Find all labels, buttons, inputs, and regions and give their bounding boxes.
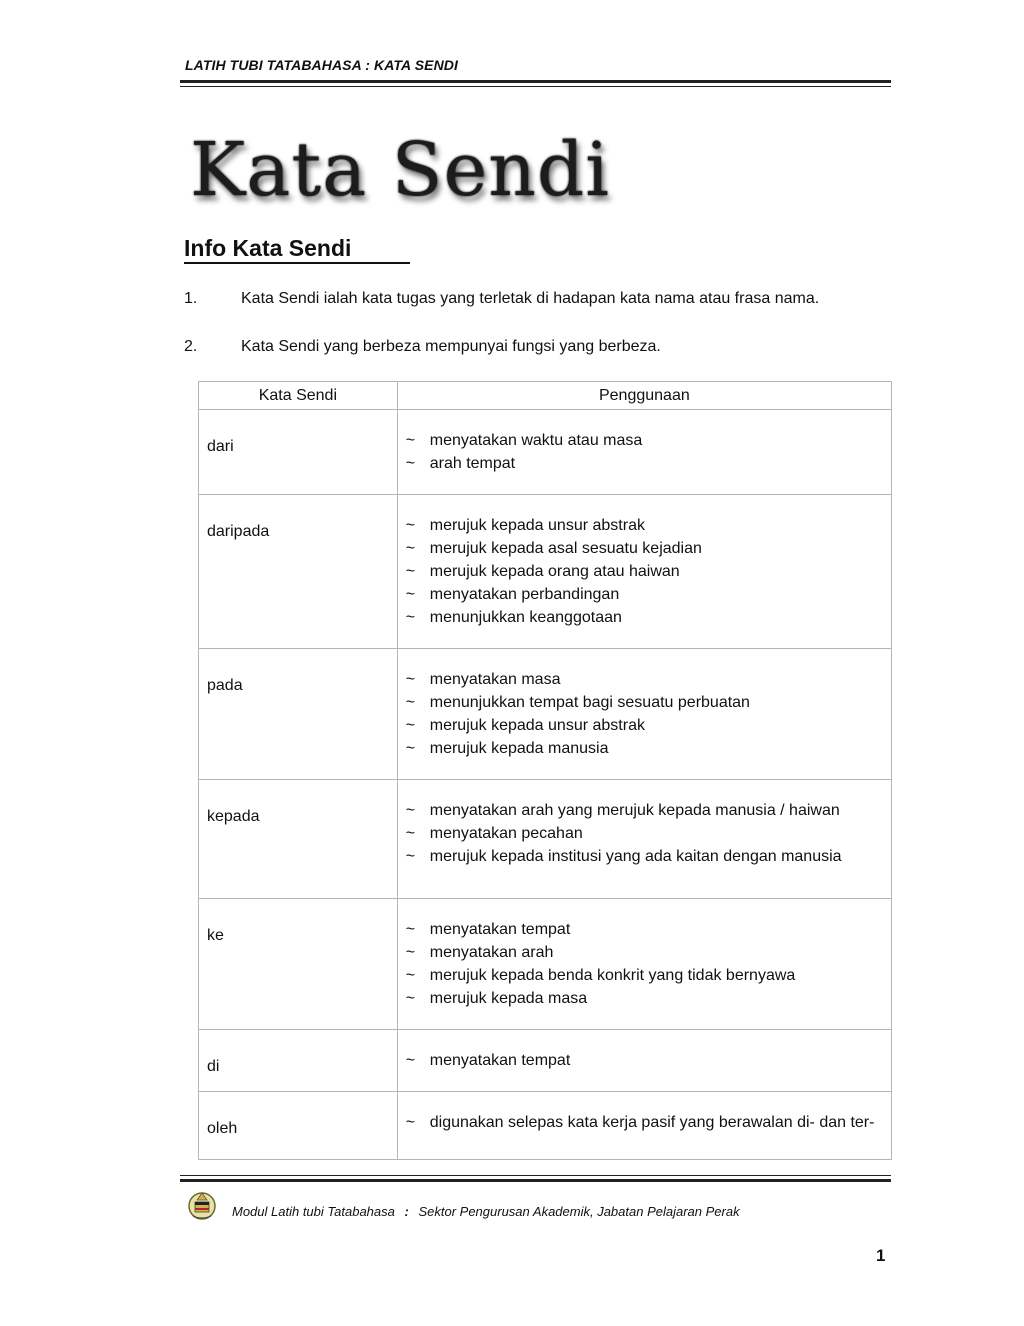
kata-sendi-cell <box>199 780 398 899</box>
penggunaan-cell <box>397 780 891 899</box>
usage-text: menunjukkan keanggotaan <box>429 609 622 626</box>
penggunaan-cell <box>397 899 891 1030</box>
column-header-kata-sendi: Kata Sendi <box>199 382 398 410</box>
usage-text: arah tempat <box>429 455 516 472</box>
usage-item <box>406 606 891 629</box>
table-header-row <box>199 382 892 410</box>
usage-text: digunakan selepas kata kerja pasif yang berawalan di- dan ter- <box>429 1114 875 1131</box>
tilde-bullet: ~ <box>405 1114 416 1131</box>
footer-rule-thick <box>180 1179 891 1182</box>
usage-item <box>406 691 891 714</box>
kata-sendi-word: kepada <box>207 808 260 825</box>
usage-text: merujuk kepada unsur abstrak <box>429 517 645 534</box>
table-row <box>199 1030 892 1092</box>
tilde-bullet: ~ <box>405 717 416 734</box>
tilde-bullet: ~ <box>405 944 416 961</box>
kata-sendi-cell <box>199 410 398 495</box>
tilde-bullet: ~ <box>405 848 416 865</box>
usage-item <box>406 1049 891 1072</box>
footer-department: Sektor Pengurusan Akademik, Jabatan Pelajaran Perak <box>418 1204 740 1219</box>
kata-sendi-table <box>198 381 892 1160</box>
usage-item <box>406 537 891 560</box>
kata-sendi-word: daripada <box>207 523 270 540</box>
tilde-bullet: ~ <box>405 825 416 842</box>
tilde-bullet: ~ <box>405 694 416 711</box>
paragraph-number: 2. <box>184 338 198 355</box>
penggunaan-cell <box>397 649 891 780</box>
usage-item <box>406 799 891 822</box>
usage-text: menyatakan arah <box>429 944 554 961</box>
kata-sendi-cell <box>199 495 398 649</box>
usage-text: merujuk kepada orang atau haiwan <box>429 563 680 580</box>
usage-text: menyatakan pecahan <box>429 825 583 842</box>
table-row <box>199 780 892 899</box>
paragraph-text: Kata Sendi yang berbeza mempunyai fungsi yang berbeza. <box>241 338 661 355</box>
usage-text: merujuk kepada benda konkrit yang tidak bernyawa <box>429 967 796 984</box>
usage-item <box>406 714 891 737</box>
tilde-bullet: ~ <box>405 609 416 626</box>
usage-item <box>406 560 891 583</box>
usage-text: menyatakan masa <box>429 671 561 688</box>
tilde-bullet: ~ <box>405 921 416 938</box>
footer-separator: : <box>404 1204 409 1219</box>
usage-item <box>406 845 891 868</box>
usage-item <box>406 918 891 941</box>
penggunaan-cell <box>397 1092 891 1160</box>
usage-text: merujuk kepada manusia <box>429 740 609 757</box>
usage-item <box>406 429 891 452</box>
table-row <box>199 649 892 780</box>
header-rule-thin <box>180 86 891 87</box>
usage-list <box>398 1030 891 1072</box>
usage-item <box>406 452 891 475</box>
tilde-bullet: ~ <box>405 802 416 819</box>
header-rule-thick <box>180 80 891 83</box>
usage-text: menyatakan arah yang merujuk kepada manusia / haiwan <box>429 802 840 819</box>
usage-list <box>398 1092 891 1134</box>
usage-text: merujuk kepada masa <box>429 990 588 1007</box>
tilde-bullet: ~ <box>405 740 416 757</box>
kata-sendi-word: di <box>207 1058 220 1075</box>
kata-sendi-cell <box>199 1092 398 1160</box>
footer-module-name: Modul Latih tubi Tatabahasa <box>232 1204 395 1219</box>
kata-sendi-cell <box>199 1030 398 1092</box>
usage-list <box>398 495 891 629</box>
tilde-bullet: ~ <box>405 990 416 1007</box>
column-header-penggunaan: Penggunaan <box>397 382 891 410</box>
section-title: Info Kata Sendi <box>184 235 352 261</box>
footer-text <box>232 1204 740 1219</box>
kata-sendi-cell <box>199 899 398 1030</box>
tilde-bullet: ~ <box>405 517 416 534</box>
penggunaan-cell <box>397 1030 891 1092</box>
table-row <box>199 899 892 1030</box>
usage-text: menyatakan tempat <box>429 1052 571 1069</box>
usage-item <box>406 822 891 845</box>
paragraph-number: 1. <box>184 290 198 307</box>
kata-sendi-word: dari <box>207 438 234 455</box>
usage-list <box>398 410 891 475</box>
usage-list <box>398 899 891 1010</box>
logo-text: Kata Sendi <box>190 127 610 213</box>
table-body <box>199 410 892 1160</box>
kata-sendi-logo <box>186 122 610 222</box>
usage-text: menunjukkan tempat bagi sesuatu perbuatan <box>429 694 750 711</box>
running-header: LATIH TUBI TATABAHASA : KATA SENDI <box>185 57 458 73</box>
tilde-bullet: ~ <box>405 432 416 449</box>
usage-item <box>406 964 891 987</box>
table-row <box>199 410 892 495</box>
usage-list <box>398 780 891 868</box>
usage-list <box>398 649 891 760</box>
usage-text: merujuk kepada unsur abstrak <box>429 717 645 734</box>
usage-item <box>406 583 891 606</box>
section-title-underline <box>184 262 410 264</box>
footer-rule-thin <box>180 1175 891 1176</box>
kata-sendi-word: ke <box>207 927 224 944</box>
usage-item <box>406 1111 891 1134</box>
page-number: 1 <box>876 1246 886 1265</box>
penggunaan-cell <box>397 410 891 495</box>
usage-text: merujuk kepada institusi yang ada kaitan dengan manusia <box>429 848 842 865</box>
usage-text: menyatakan perbandingan <box>429 586 620 603</box>
kata-sendi-word: pada <box>207 677 243 694</box>
usage-item <box>406 987 891 1010</box>
usage-item <box>406 737 891 760</box>
tilde-bullet: ~ <box>405 586 416 603</box>
paragraph-text: Kata Sendi ialah kata tugas yang terletak di hadapan kata nama atau frasa nama. <box>241 290 820 307</box>
tilde-bullet: ~ <box>405 563 416 580</box>
tilde-bullet: ~ <box>405 967 416 984</box>
table-row <box>199 495 892 649</box>
table-row <box>199 1092 892 1160</box>
usage-item <box>406 668 891 691</box>
tilde-bullet: ~ <box>405 455 416 472</box>
tilde-bullet: ~ <box>405 671 416 688</box>
state-crest-icon <box>187 1189 217 1221</box>
usage-item <box>406 941 891 964</box>
usage-text: menyatakan tempat <box>429 921 571 938</box>
usage-item <box>406 514 891 537</box>
tilde-bullet: ~ <box>405 1052 416 1069</box>
kata-sendi-word: oleh <box>207 1120 238 1137</box>
tilde-bullet: ~ <box>405 540 416 557</box>
kata-sendi-cell <box>199 649 398 780</box>
penggunaan-cell <box>397 495 891 649</box>
usage-text: merujuk kepada asal sesuatu kejadian <box>429 540 702 557</box>
usage-text: menyatakan waktu atau masa <box>429 432 643 449</box>
